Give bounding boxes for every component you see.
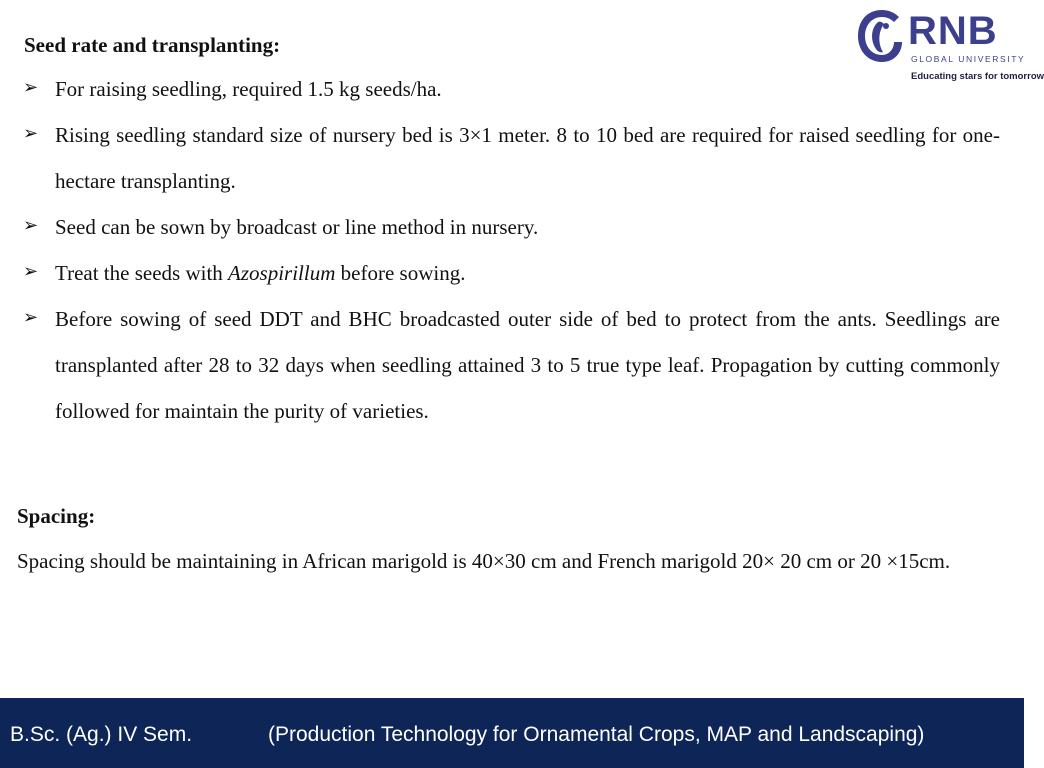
logo-emblem-icon	[856, 6, 906, 66]
section-heading-seed-rate: Seed rate and transplanting:	[24, 33, 281, 57]
spacing-paragraph: Spacing should be maintaining in African marigold is 40×30 cm and French marigold 20× 20 cm or 20 ×15cm.	[17, 549, 951, 573]
bullet-text: For raising seedling, required 1.5 kg seeds/ha.	[55, 77, 442, 101]
bullet-item	[22, 112, 1000, 204]
bullet-text-end: before sowing.	[335, 261, 466, 285]
footer-subject-label: (Production Technology for Ornamental Crops, MAP and Landscaping)	[268, 723, 925, 746]
bullet-text: Before sowing of seed DDT and BHC broadcasted outer side of bed to protect from the ants. Seedlings are transplanted after 28 to 32 days when seedling attained 3 to 5 true type leaf. Propagation by cutting commonly followed for maintain the purity of varieties.	[55, 307, 1000, 423]
logo-tagline: Educating stars for tomorrow	[911, 71, 1044, 82]
bullet-item	[22, 250, 1000, 296]
arrow-bullet-icon: ➢	[23, 307, 39, 328]
bullet-text-start: Treat the seeds with	[55, 261, 229, 285]
organism-name: Azospirillum	[228, 261, 336, 285]
bullet-item	[22, 66, 1000, 112]
bullet-item	[22, 204, 1000, 250]
logo-subtitle: GLOBAL UNIVERSITY	[911, 54, 1026, 64]
arrow-bullet-icon: ➢	[23, 123, 39, 144]
bullet-list	[22, 66, 1000, 434]
section-heading-spacing: Spacing:	[17, 504, 96, 528]
footer-course-label: B.Sc. (Ag.) IV Sem.	[10, 723, 193, 746]
bullet-item	[22, 296, 1000, 434]
logo-name: RNB	[908, 9, 998, 53]
arrow-bullet-icon: ➢	[23, 77, 39, 98]
arrow-bullet-icon: ➢	[23, 215, 39, 236]
bullet-text: Seed can be sown by broadcast or line method in nursery.	[55, 215, 539, 239]
arrow-bullet-icon: ➢	[23, 261, 39, 282]
bullet-text: Rising seedling standard size of nursery bed is 3×1 meter. 8 to 10 bed are required for raised seedling for one-hectare transplanting.	[55, 123, 1000, 193]
